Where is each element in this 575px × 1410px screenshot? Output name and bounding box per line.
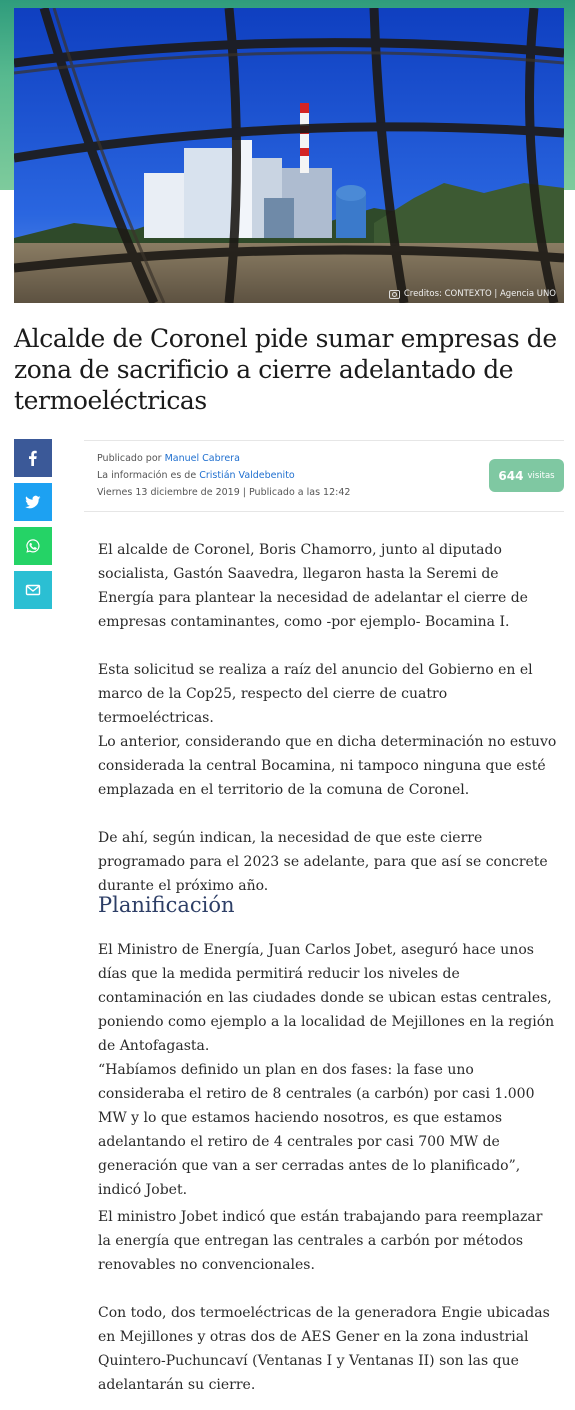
- share-email-button[interactable]: [14, 571, 52, 609]
- section-heading: Planificación: [98, 893, 235, 917]
- source-link[interactable]: Cristián Valdebenito: [199, 470, 295, 481]
- paragraph-8: Con todo, dos termoeléctricas de la generadora Engie ubicadas en Mejillones y otras dos de AES Gener en la zona industrial Quintero-Puchuncaví (Ventanas I y Ventanas II) son las que adelantarán su cierre.: [98, 1305, 550, 1393]
- paragraph-6: “Habíamos definido un plan en dos fases: la fase uno consideraba el retiro de 8 centrales (a carbón) por casi 1.000 MW y lo que estamos haciendo nosotros, es que estamos adelantando el retiro de 4 centrales por casi 700 MW de generación que van a ser cerradas antes de lo planificado”, indicó Jobet.: [98, 1062, 535, 1198]
- photo-credit-text: Creditos: CONTEXTO | Agencia UNO: [403, 289, 556, 299]
- article-meta: [84, 440, 564, 512]
- paragraph-2: Esta solicitud se realiza a raíz del anuncio del Gobierno en el marco de la Cop25, respecto del cierre de cuatro termoeléctricas.: [98, 662, 533, 726]
- meta-date-line: Viernes 13 diciembre de 2019 | Publicado a las 12:42: [97, 487, 351, 498]
- facebook-icon: [25, 450, 41, 466]
- email-icon: [25, 582, 41, 598]
- twitter-icon: [25, 494, 41, 510]
- visits-badge: [489, 459, 564, 492]
- visits-label: visitas: [527, 470, 555, 481]
- author-link[interactable]: Manuel Cabrera: [164, 453, 240, 464]
- paragraph-4: De ahí, según indican, la necesidad de que este cierre programado para el 2023 se adelante, para que así se concrete durante el próximo año.: [98, 830, 548, 894]
- paragraph-5: El Ministro de Energía, Juan Carlos Jobet, aseguró hace unos días que la medida permitirá reducir los niveles de contaminación en las ciudades donde se ubican estas centrales, poniendo como ejemplo a la localidad de Mejillones en la región de Antofagasta.: [98, 942, 555, 1054]
- paragraph-7: El ministro Jobet indicó que están trabajando para reemplazar la energía que entregan las centrales a carbón por métodos renovables no convencionales.: [98, 1209, 543, 1273]
- hero-image: [14, 8, 564, 303]
- photo-credit: [389, 289, 556, 299]
- info-label: La información es de: [97, 470, 197, 481]
- paragraph-1: El alcalde de Coronel, Boris Chamorro, junto al diputado socialista, Gastón Saavedra, llegaron hasta la Seremi de Energía para plantear la necesidad de adelantar el cierre de empresas contaminantes, como -por ejemplo- Bocamina I.: [98, 542, 528, 630]
- camera-icon: [389, 290, 400, 299]
- meta-lines: [97, 450, 350, 501]
- meta-source-line: [97, 467, 350, 484]
- hero-photo-illustration: [14, 8, 564, 303]
- paragraph-3: Lo anterior, considerando que en dicha determinación no estuvo considerada la central Bocamina, ni tampoco ninguna que esté emplazada en el territorio de la comuna de Coronel.: [98, 734, 557, 798]
- share-whatsapp-button[interactable]: [14, 527, 52, 565]
- meta-author-line: [97, 450, 350, 467]
- share-twitter-button[interactable]: [14, 483, 52, 521]
- article-title: Alcalde de Coronel pide sumar empresas de zona de sacrificio a cierre adelantado de termoeléctricas: [14, 324, 557, 415]
- whatsapp-icon: [25, 538, 41, 554]
- published-by-label: Publicado por: [97, 453, 162, 464]
- share-facebook-button[interactable]: [14, 439, 52, 477]
- visits-count: 644: [498, 468, 524, 483]
